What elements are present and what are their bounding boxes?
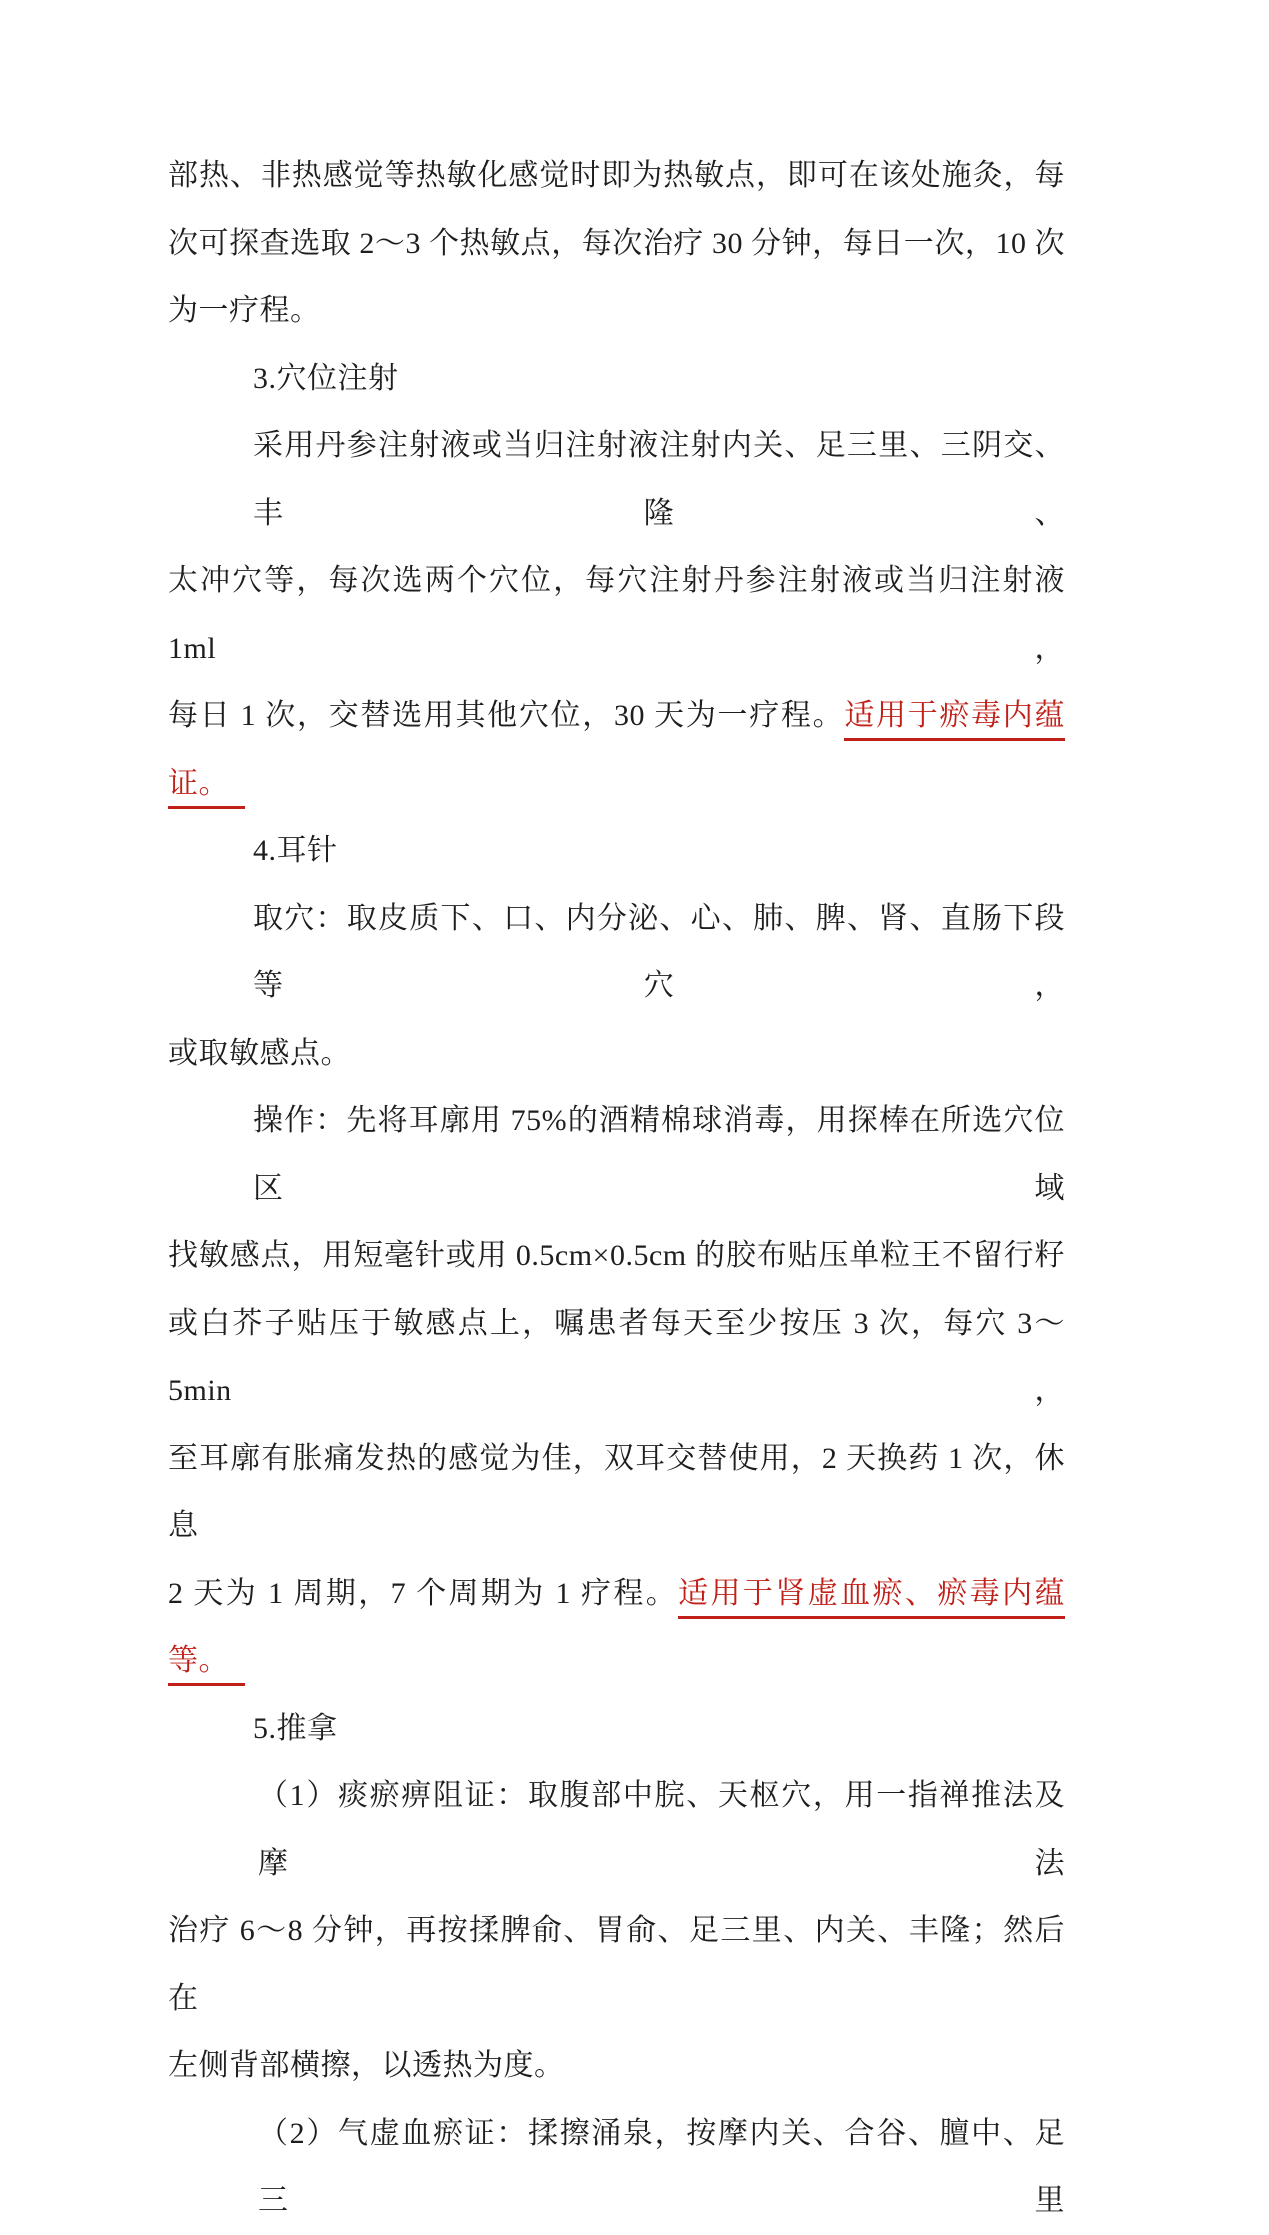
text-run: 3.穴位注射: [253, 361, 399, 395]
text-line: [168, 682, 1065, 750]
text-line: [168, 885, 1065, 1020]
text-run: 2 天为 1 周期，7 个周期为 1 疗程。: [168, 1576, 679, 1610]
text-run: 采用丹参注射液或当归注射液注射内关、足三里、三阴交、丰隆、: [253, 429, 1065, 530]
text-run: 每日 1 次，交替选用其他穴位，30 天为一疗程。: [168, 699, 845, 732]
text-run: 次可探查选取 2～3 个热敏点，每次治疗 30 分钟，每日一次，10 次: [168, 226, 1065, 260]
text-run: 操作：先将耳廓用 75%的酒精棉球消毒，用探棒在所选穴位区域: [253, 1104, 1065, 1205]
text-run: 太冲穴等，每次选两个穴位，每穴注射丹参注射液或当归注射液 1ml，: [168, 564, 1065, 665]
heading-line: [168, 345, 1065, 413]
text-line: [168, 277, 1065, 345]
text-line: [168, 2032, 1065, 2100]
heading-line: [168, 1695, 1065, 1763]
text-line: [168, 1425, 1065, 1560]
document-text-body: [168, 142, 1065, 2235]
text-line: [168, 1897, 1065, 2032]
text-line: [168, 210, 1065, 278]
highlighted-red-text: 证。: [168, 767, 245, 809]
text-line: [168, 142, 1065, 210]
text-run: 取穴：取皮质下、口、内分泌、心、肺、脾、肾、直肠下段等穴，: [253, 901, 1065, 1002]
text-line: [168, 1087, 1065, 1222]
highlighted-red-text: 适用于瘀毒内蕴: [844, 699, 1065, 741]
text-run: 5.推拿: [253, 1711, 338, 1745]
text-run: 4.耳针: [253, 834, 338, 867]
text-run: 为一疗程。: [168, 294, 321, 327]
text-line: [168, 2100, 1065, 2235]
text-run: 至耳廓有胀痛发热的感觉为佳，双耳交替使用，2 天换药 1 次，休息: [168, 1441, 1065, 1542]
text-run: 部热、非热感觉等热敏化感觉时即为热敏点，即可在该处施灸，每: [168, 159, 1065, 192]
text-line: [168, 1627, 1065, 1695]
text-run: （2）气虚血瘀证：揉擦涌泉，按摩内关、合谷、膻中、足三里: [258, 2116, 1065, 2217]
text-run: （1）痰瘀痹阻证：取腹部中脘、天枢穴，用一指禅推法及摩法: [258, 1779, 1065, 1880]
text-line: [168, 547, 1065, 682]
text-line: [168, 1762, 1065, 1897]
highlighted-red-text: 等。: [168, 1644, 245, 1686]
text-run: 或取敏感点。: [168, 1036, 351, 1070]
text-line: [168, 412, 1065, 547]
text-run: 左侧背部横擦，以透热为度。: [168, 2049, 565, 2082]
text-line: [168, 1290, 1065, 1425]
highlighted-red-text: 适用于肾虚血瘀、瘀毒内蕴: [678, 1577, 1065, 1619]
text-run: 找敏感点，用短毫针或用 0.5cm×0.5cm 的胶布贴压单粒王不留行籽: [168, 1239, 1065, 1272]
text-line: [168, 1020, 1065, 1088]
text-run: 治疗 6～8 分钟，再按揉脾俞、胃俞、足三里、内关、丰隆；然后在: [168, 1914, 1065, 2015]
heading-line: [168, 817, 1065, 885]
text-line: [168, 1560, 1065, 1628]
text-run: 或白芥子贴压于敏感点上，嘱患者每天至少按压 3 次，每穴 3～5min，: [168, 1306, 1065, 1407]
text-line: [168, 750, 1065, 818]
text-line: [168, 1222, 1065, 1290]
